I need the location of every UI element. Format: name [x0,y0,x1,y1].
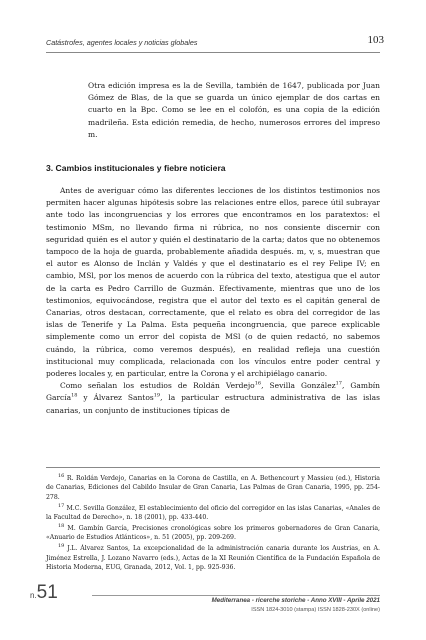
paragraph-1: Antes de averiguar cómo las diferentes lecciones de los distintos testimonios nos permiten hacer algunas hipótesis sobre las relaciones entre ellos, parece útil subrayar ante todo las incongruencias y los errores que encontramos en los paratextos: el testimonio MSm, no llevando firma ni rúbrica, no nos consiente discernir con seguridad quién es el autor y quién el destinatario de la carta; datos que no obtenemos tampoco de la hoja de guarda, probablemente añadida después. m, v, s, muestran que el autor es Alonso de Inclán y Valdés y que el destinatario es el rey Felipe IV; en cambio, MSl, por los menos de acuerdo con la rúbrica del texto, atestigua que el autor de la carta es Pedro Carrillo de Guzmán. Efectivamente, mientras que uno de los testimonios, equivocándose, registra que el autor del texto es el capitán general de Canarias, otros destacan, correctamente, que el relato es obra del corregidor de las islas de Tenerife y La Palma. Esta pequeña incongruencia, que parece explicable simplemente como un error del copista de MSl (o de quien redactó, no sabemos cuándo, la rúbrica, como veremos después), en realidad refleja una cuestión institucional muy complicada, relacionada con los vínculos entre poder central y poderes locales y, en particular, entre la Corona y el archipiélago canario. [46,186,380,379]
footnote-text: R. Roldán Verdejo, Canarias en la Corona de Castilla, en A. Bethencourt y Massieu (ed.), Historia de Canarias, Ediciones del Cabildo Insular de Gran Canaria, Las Palmas de Gran Canaria, 1995, pp. 254-278. [46,475,380,501]
issue-number [30,582,58,604]
paragraph-2-part-c: , Gambín García [46,381,381,403]
block-quote: Otra edición impresa es la de Sevilla, también de 1647, publicada por Juan Gómez de Blas, de la que se guarda un único ejemplar de dos cartas en cuarto en la Bpc. Como se lee en el colofón, es una copia de la edición madrileña. Esta edición remedia, de hecho, numerosos errores del impreso m. [88,81,380,139]
footnote-17 [46,504,380,523]
footnotes [46,474,380,574]
footnote-19 [46,544,380,572]
footnote-ref-17[interactable]: 17 [335,380,342,387]
footer-issn: ISSN 1824-3010 (stampa) ISSN 1828-230X (online) [251,607,380,613]
footnote-number: 19 [58,543,65,550]
issue-prefix: n. [30,591,37,600]
footnote-number: 16 [58,472,65,479]
body-text [46,185,380,417]
footnote-ref-19[interactable]: 19 [153,392,161,399]
paragraph-2-part-e: , la particular estructura administrativa de las islas canarias, un conjunto de instituciones típicas de [46,393,380,415]
footnote-text: J.L. Álvarez Santos, La excepcionalidad de la administración canaria durante los Austrias, en A. Jiménez Estrella, J. Lozano Navarro (eds.), Actas de la XI Reunión Científica de la Fundación Española de Historia Moderna, EUG, Granada, 2012, Vol. 1, pp. 925-936. [46,545,380,572]
footnote-number: 17 [58,502,65,509]
footer-rule [92,595,380,596]
paragraph-2-part-a: Como señalan los estudios de Roldán Verdejo [60,381,255,391]
footnote-ref-16[interactable]: 16 [254,380,262,387]
paragraph-2-part-b: , Sevilla González [261,381,336,391]
header-rule [46,52,380,53]
footnote-text: M. Gambín García, Precisiones cronológicas sobre los primeros gobernadores de Gran Canaria, «Anuario de Estudios Atlánticos», n. 51 (2005), pp. 209-269. [46,525,381,542]
footnote-text: M.C. Sevilla González, El establecimiento del oficio del corregidor en las islas Canarias, «Anales de la Facultad de Derecho», n. 18 (2001), pp. 433-440. [46,504,380,522]
paragraph-2-part-d: y Álvarez Santos [77,393,154,403]
section-heading: 3. Cambios institucionales y fiebre noticiera [46,163,226,173]
footnote-18 [46,524,380,543]
footnote-16 [46,474,380,502]
running-head: Catástrofes, agentes locales y noticias globales [46,38,198,47]
footer-journal: Mediterranea - ricerche storiche - Anno XVIII - Aprile 2021 [211,597,380,604]
footnote-rule [46,467,380,468]
paragraph-2 [46,380,380,417]
page-number: 103 [367,34,384,46]
footnote-number: 18 [58,522,65,529]
footnote-ref-18[interactable]: 18 [71,392,78,399]
issue-number-value: 51 [36,582,58,603]
